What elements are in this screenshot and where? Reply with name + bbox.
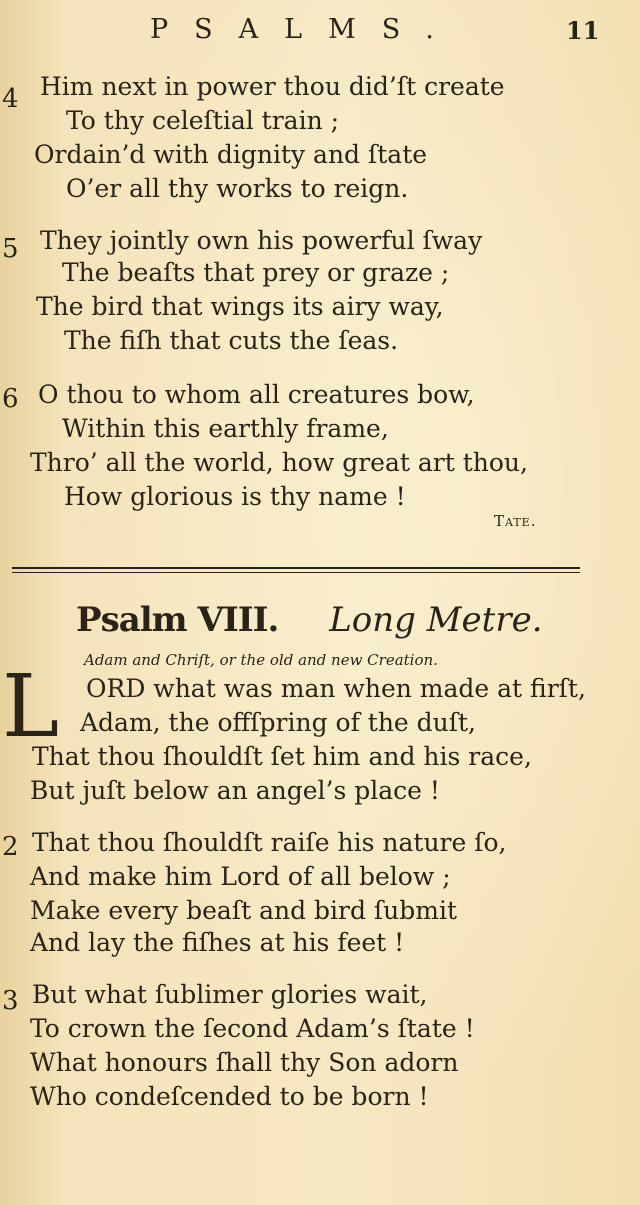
psalm-heading [76, 600, 543, 640]
psalm-subtitle: Adam and Chriſt, or the old and new Creation. [84, 651, 438, 669]
section-divider [12, 572, 580, 573]
verse-line: And lay the fiſhes at his feet ! [30, 928, 405, 957]
verse-line: O’er all thy works to reign. [66, 174, 409, 203]
verse-line: But juſt below an angel’s place ! [30, 776, 440, 805]
verse-line: Who condeſcended to be born ! [30, 1082, 429, 1111]
page-number: 11 [566, 16, 600, 45]
verse-line: Thro’ all the world, how great art thou, [30, 448, 528, 477]
verse-line: How glorious is thy name ! [64, 482, 406, 511]
verse-line: Him next in power thou did’ſt create [40, 72, 505, 101]
verse-line: Within this earthly frame, [62, 414, 389, 443]
verse-number: 3 [2, 986, 19, 1016]
running-header: PSALMS. [150, 14, 460, 45]
verse-number: 2 [2, 832, 19, 862]
verse-number: 6 [2, 384, 19, 414]
verse-line: ORD what was man when made at firſt, [86, 674, 586, 703]
verse-line: To crown the ſecond Adam’s ſtate ! [30, 1014, 475, 1043]
drop-cap: L [2, 657, 60, 757]
verse-line: The fiſh that cuts the ſeas. [64, 326, 399, 355]
verse-line: To thy celeſtial train ; [66, 106, 340, 135]
verse-line: What honours ſhall thy Son adorn [30, 1048, 459, 1077]
psalm-title: Psalm VIII. [76, 600, 279, 640]
psalm-metre: Long Metre. [329, 600, 543, 640]
verse-line: O thou to whom all creatures bow, [38, 380, 475, 409]
verse-line: Make every beaſt and bird ſubmit [30, 896, 458, 925]
verse-line: But what ſublimer glories wait, [32, 980, 428, 1009]
verse-line: The bird that wings its airy way, [36, 292, 444, 321]
verse-line: And make him Lord of all below ; [30, 862, 451, 891]
verse-line: They jointly own his powerful ſway [40, 226, 483, 255]
verse-line: That thou ſhouldſt ſet him and his race, [32, 742, 532, 771]
verse-number: 5 [2, 234, 19, 264]
verse-line: That thou ſhouldſt raiſe his nature ſo, [32, 828, 507, 857]
verse-line: The beaſts that prey or graze ; [62, 258, 450, 287]
section-divider [12, 567, 580, 569]
verse-number: 4 [2, 84, 19, 114]
verse-line: Adam, the offſpring of the duſt, [80, 708, 477, 737]
verse-line: Ordain’d with dignity and ſtate [34, 140, 428, 169]
author-attribution: Tate. [494, 512, 537, 530]
